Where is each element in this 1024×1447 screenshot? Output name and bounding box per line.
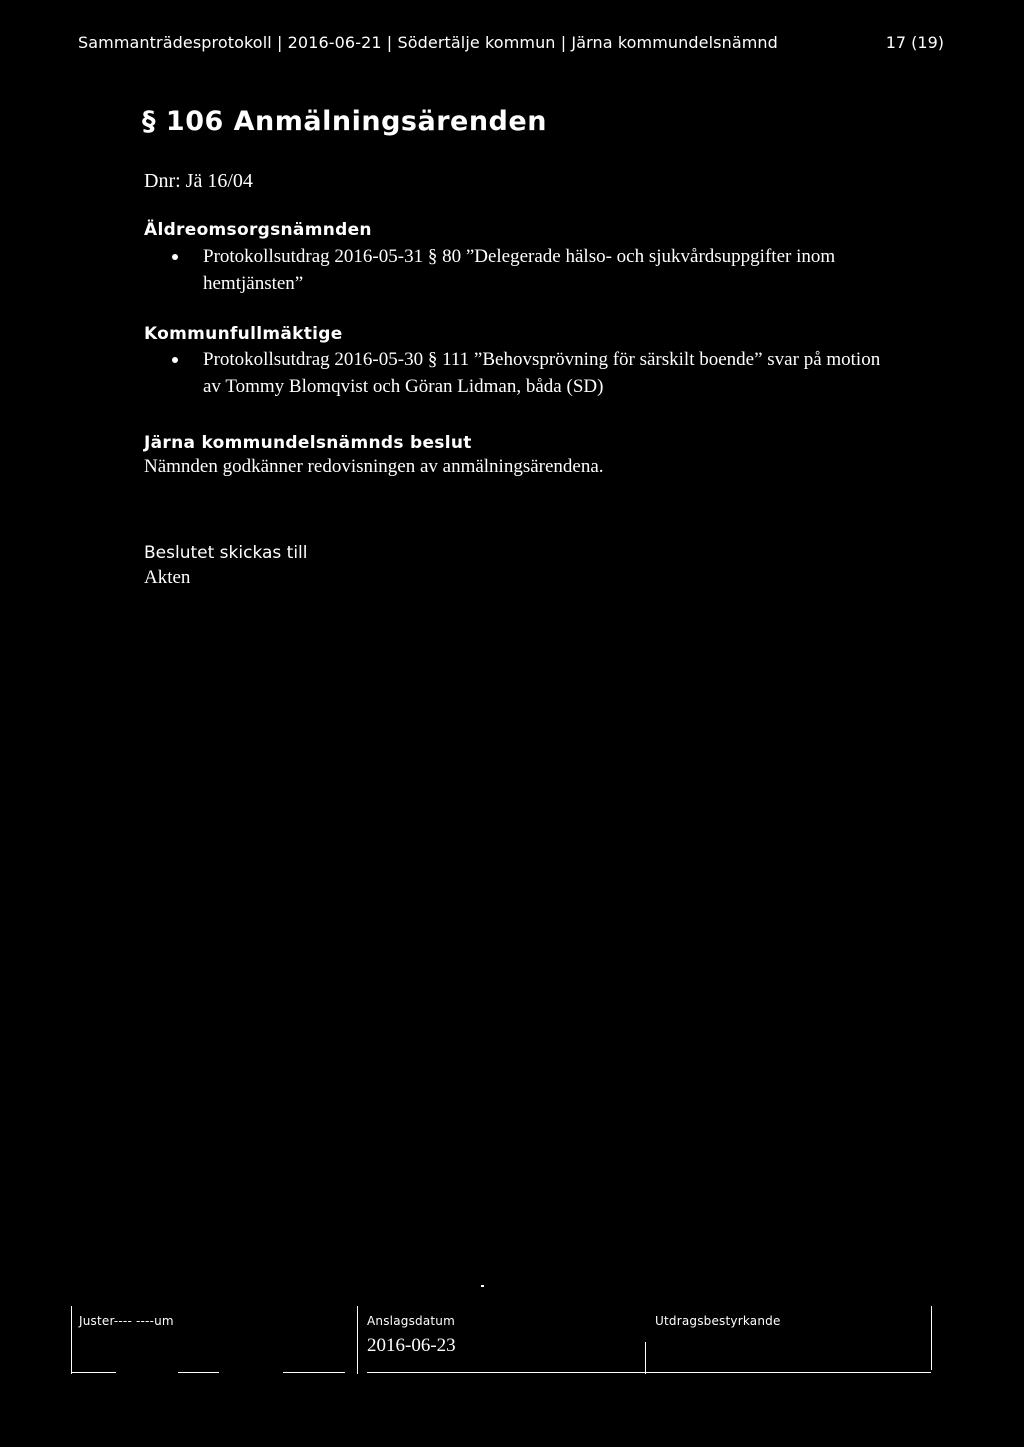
- group-heading-kommunfullmaktige: Kommunfullmäktige: [144, 324, 343, 344]
- scan-artifact: [481, 1285, 484, 1287]
- section-title: 106 Anmälningsärenden: [165, 106, 547, 137]
- bullet-icon: [172, 357, 178, 363]
- decision-text: Nämnden godkänner redovisningen av anmälningsärendena.: [144, 456, 604, 477]
- posting-date-label: Anslagsdatum: [367, 1314, 455, 1328]
- page-number: 17 (19): [885, 33, 944, 52]
- footer-bottom-line: [283, 1372, 345, 1373]
- section-heading: [142, 106, 547, 137]
- footer-divider-1: [357, 1306, 358, 1374]
- running-header: Sammanträdesprotokoll | 2016-06-21 | Södertälje kommun | Järna kommundelsnämnd: [78, 33, 778, 52]
- extract-certification-label: Utdragsbestyrkande: [655, 1314, 781, 1328]
- footer-border-left: [71, 1306, 72, 1374]
- footer-border-right: [931, 1306, 932, 1370]
- footer-divider-2: [645, 1342, 646, 1374]
- paragraph-symbol: §: [142, 106, 156, 137]
- sent-to-value: Akten: [144, 567, 191, 588]
- list-item: Protokollsutdrag 2016-05-31 § 80 ”Delegerade hälso- och sjukvårdsuppgifter inom hemtjänsten”: [203, 246, 836, 294]
- posting-date-value: 2016-06-23: [367, 1335, 456, 1356]
- case-number: Dnr: Jä 16/04: [144, 170, 253, 192]
- footer-bottom-line: [367, 1372, 931, 1373]
- footer-bottom-line: [71, 1372, 116, 1373]
- list-item: Protokollsutdrag 2016-05-30 § 111 ”Behovsprövning för särskilt boende” svar på motion av Tommy Blomqvist och Göran Lidman, båda (SD): [203, 349, 881, 397]
- bullet-icon: [172, 254, 178, 260]
- footer-bottom-line: [178, 1372, 219, 1373]
- decision-heading: Järna kommundelsnämnds beslut: [144, 433, 472, 453]
- sent-to-heading: Beslutet skickas till: [144, 543, 308, 563]
- group-heading-aldreomsorgsnamnden: Äldreomsorgsnämnden: [144, 220, 372, 240]
- adjuster-signature-label: Juster---- ----um: [79, 1314, 174, 1328]
